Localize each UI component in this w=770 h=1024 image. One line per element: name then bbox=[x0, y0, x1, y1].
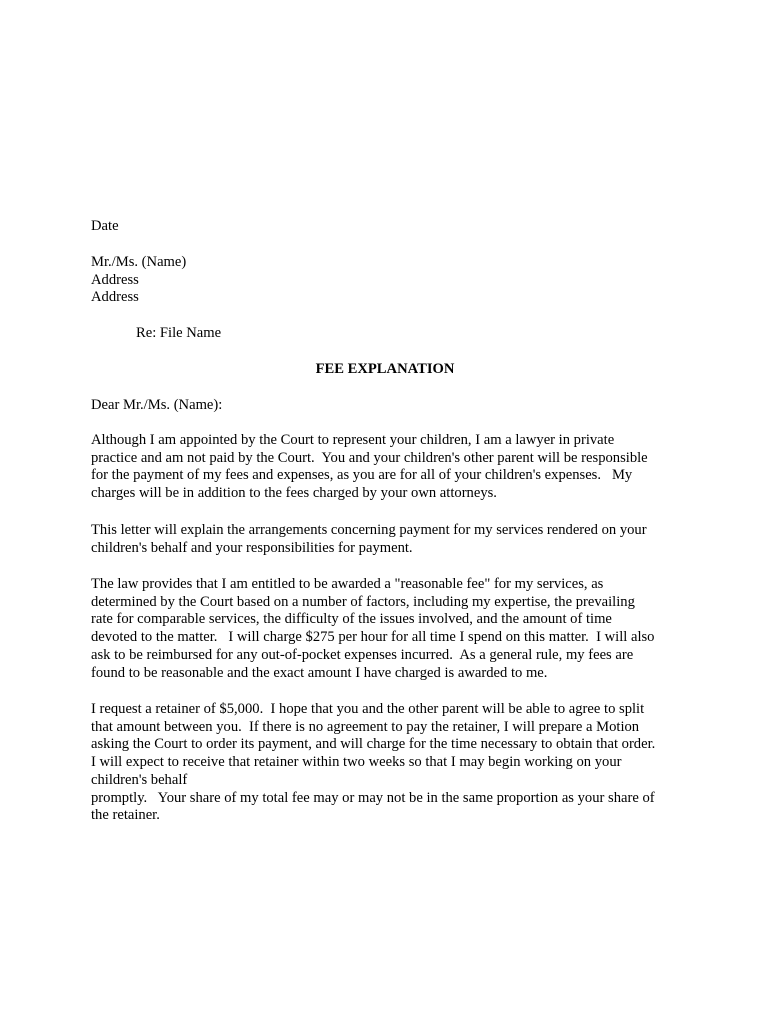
paragraph-line: that amount between you. If there is no agreement to pay the retainer, I will prepare a Motion bbox=[91, 718, 640, 735]
paragraph-line: promptly. Your share of my total fee may or may not be in the same proportion as your share of bbox=[91, 789, 655, 806]
paragraph-line: ask to be reimbursed for any out-of-pocket expenses incurred. As a general rule, my fees are bbox=[91, 646, 634, 663]
paragraph-line: rate for comparable services, the difficulty of the issues involved, and the amount of time bbox=[91, 611, 612, 628]
paragraph-arrangements bbox=[91, 522, 691, 557]
paragraph-line: the retainer. bbox=[91, 807, 160, 824]
paragraph-line: for the payment of my fees and expenses, as you are for all of your children's expenses. My bbox=[91, 467, 633, 484]
paragraph-line: I request a retainer of $5,000. I hope that you and the other parent will be able to agree to split bbox=[91, 701, 645, 717]
recipient-name: Mr./Ms. (Name) bbox=[91, 254, 187, 270]
re-line: Re: File Name bbox=[136, 325, 222, 341]
letter-date: Date bbox=[91, 218, 119, 234]
paragraph-reasonable-fee bbox=[91, 576, 691, 682]
paragraph-retainer bbox=[91, 701, 691, 825]
paragraph-line: devoted to the matter. I will charge $275 per hour for all time I spend on this matter. I will also bbox=[91, 629, 655, 646]
paragraph-line: Although I am appointed by the Court to represent your children, I am a lawyer in private bbox=[91, 432, 615, 448]
paragraph-line: practice and am not paid by the Court. You and your children's other parent will be responsible bbox=[91, 449, 648, 466]
paragraph-line: children's behalf bbox=[91, 771, 188, 788]
paragraph-line: asking the Court to order its payment, and will charge for the time necessary to obtain that order. bbox=[91, 736, 656, 753]
letter-title: FEE EXPLANATION bbox=[315, 361, 455, 377]
paragraph-line: determined by the Court based on a number of factors, including my expertise, the prevailing bbox=[91, 593, 635, 610]
recipient-address-line-2: Address bbox=[91, 289, 139, 305]
paragraph-line: The law provides that I am entitled to be awarded a "reasonable fee" for my services, as bbox=[91, 576, 604, 592]
salutation: Dear Mr./Ms. (Name): bbox=[91, 397, 223, 413]
paragraph-line: This letter will explain the arrangements concerning payment for my services rendered on your bbox=[91, 522, 647, 538]
paragraph-line: found to be reasonable and the exact amount I have charged is awarded to me. bbox=[91, 664, 548, 681]
paragraph-line: charges will be in addition to the fees charged by your own attorneys. bbox=[91, 485, 497, 502]
recipient-address-line-1: Address bbox=[91, 272, 139, 288]
paragraph-line: I will expect to receive that retainer within two weeks so that I may begin working on your bbox=[91, 754, 622, 771]
paragraph-appointment bbox=[91, 432, 691, 503]
paragraph-line: children's behalf and your responsibilities for payment. bbox=[91, 539, 413, 556]
